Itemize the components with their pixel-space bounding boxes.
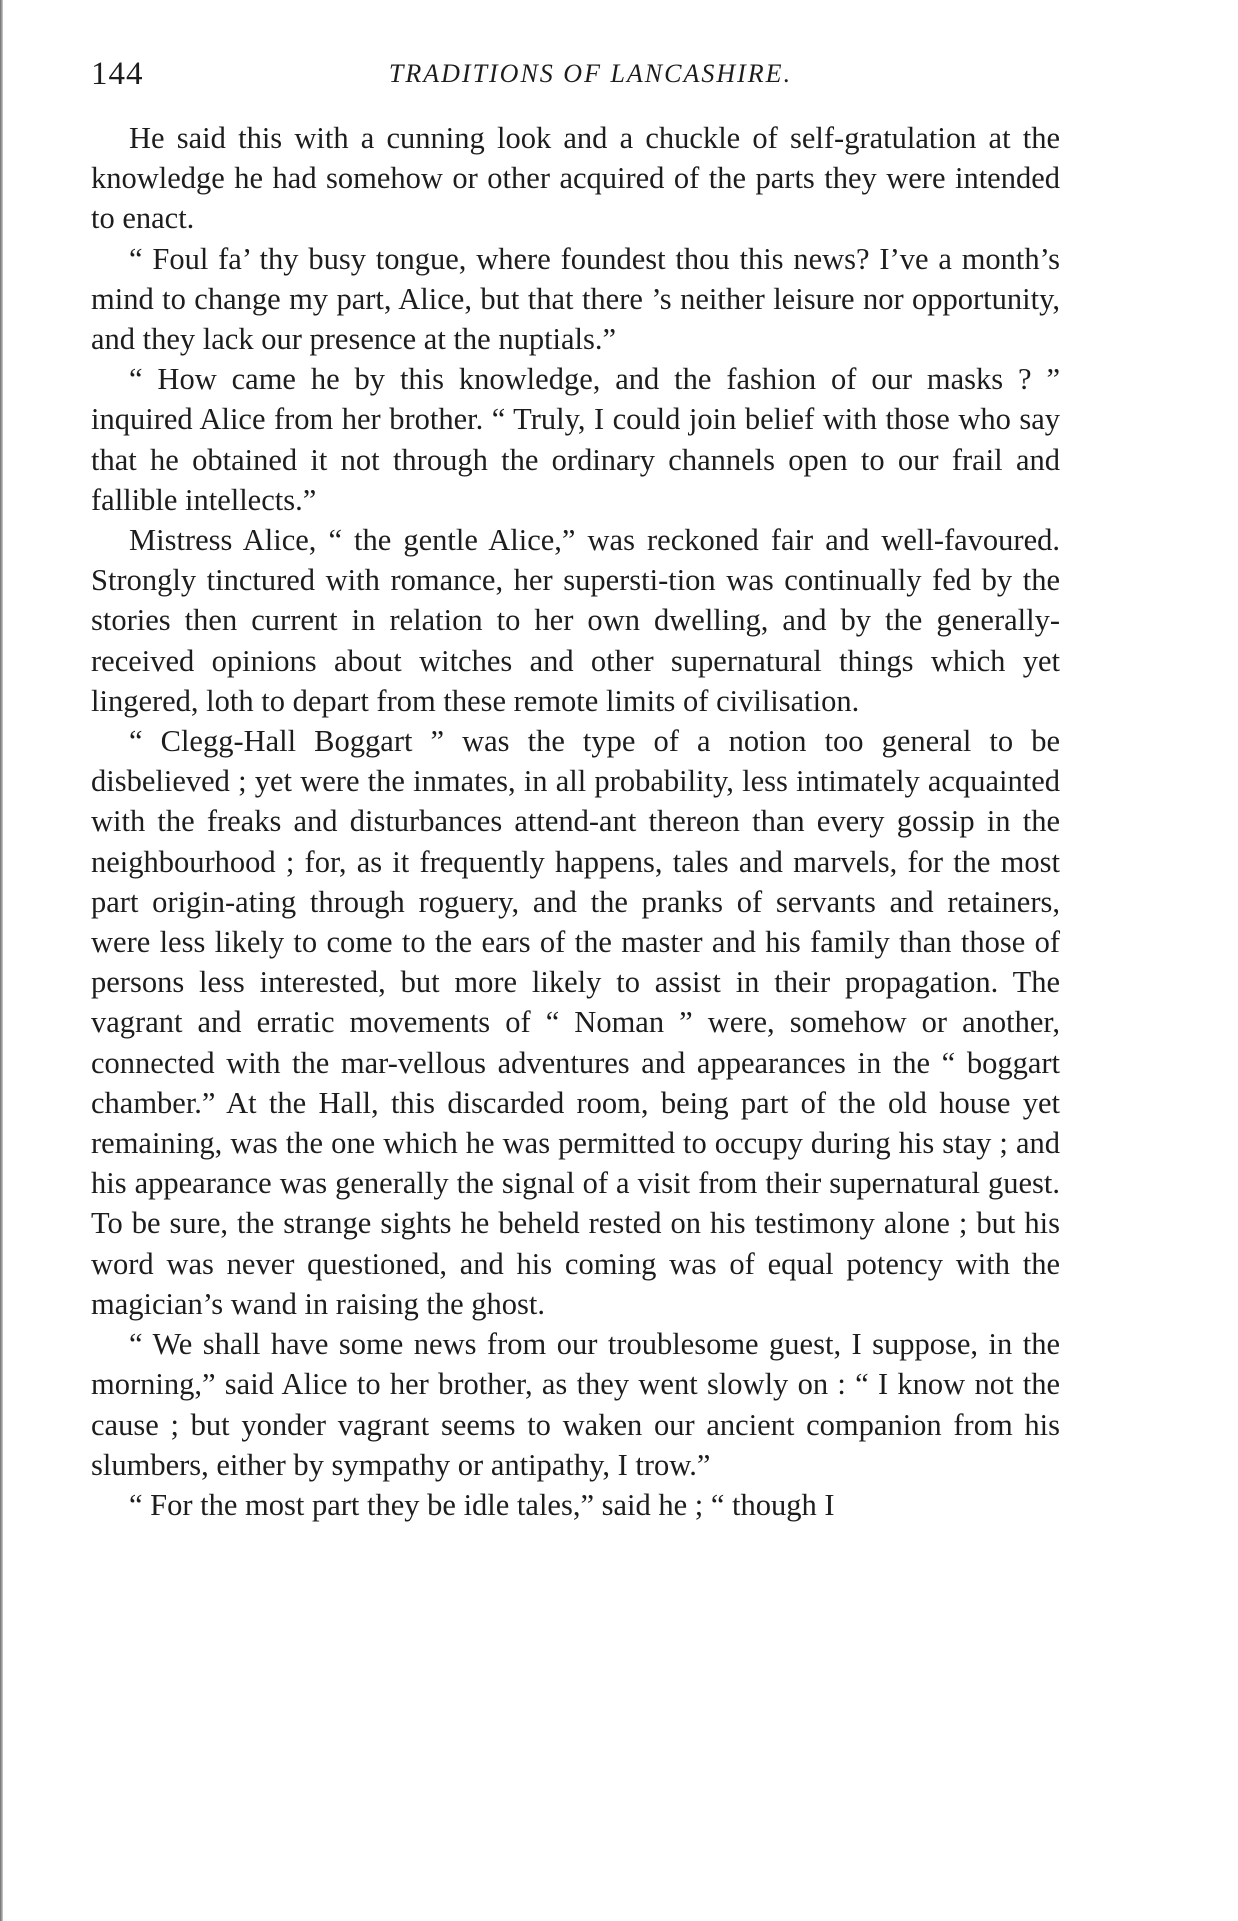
paragraph: “ How came he by this knowledge, and the fashion of our masks ? ” inquired Alice from her brother. “ Truly, I could join belief with those who say that he obtained it not through the ordinary channels open to our frail and fallible intellects.”	[91, 362, 1060, 517]
paragraph: “ Clegg-Hall Boggart ” was the type of a notion too general to be disbelieved ; yet were the inmates, in all probability, less intimately acquainted with the freaks and disturbances attend-ant thereon than every gossip in the neighbourhood ; for, as it frequently happens, tales and marvels, for the most part origin-ating through roguery, and the pranks of servants and retainers, were less likely to come to the ears of the master and his family than those of persons less interested, but more likely to assist in their propagation. The vagrant and erratic movements of “ Noman ” were, somehow or another, connected with the mar-vellous adventures and appearances in the “ boggart chamber.” At the Hall, this discarded room, being part of the old house yet remaining, was the one which he was permitted to occupy during his stay ; and his appearance was generally the signal of a visit from their supernatural guest. To be sure, the strange sights he beheld rested on his testimony alone ; but his word was never questioned, and his coming was of equal potency with the magician’s wand in raising the ghost.	[91, 724, 1060, 1321]
running-head	[91, 52, 1060, 100]
page-edge-shadow	[0, 0, 3, 1921]
paragraph: “ For the most part they be idle tales,” said he ; “ though I	[129, 1487, 835, 1522]
paragraph: “ Foul fa’ thy busy tongue, where foundest thou this news? I’ve a month’s mind to change my part, Alice, but that there ’s neither leisure nor opportunity, and they lack our presence at the nuptials.”	[91, 241, 1060, 357]
paragraph: “ We shall have some news from our troublesome guest, I suppose, in the morning,” said Alice to her brother, as they went slowly on : “ I know not the cause ; but yonder vagrant seems to waken our ancient companion from his slumbers, either by sympathy or antipathy, I trow.”	[91, 1327, 1060, 1482]
page-number: 144	[91, 56, 144, 92]
paragraph: Mistress Alice, “ the gentle Alice,” was reckoned fair and well-favoured. Strongly tinctured with romance, her supersti-tion was continually fed by the stories then current in relation to her own dwelling, and by the generally-received opinions about witches and other supernatural things which yet lingered, loth to depart from these remote limits of civilisation.	[91, 523, 1060, 718]
paragraph: He said this with a cunning look and a chuckle of self-gratulation at the knowledge he had somehow or other acquired of the parts they were intended to enact.	[91, 121, 1060, 236]
running-title: TRADITIONS OF LANCASHIRE.	[388, 59, 793, 88]
body-text	[91, 118, 1060, 1525]
book-page	[91, 52, 1060, 1525]
